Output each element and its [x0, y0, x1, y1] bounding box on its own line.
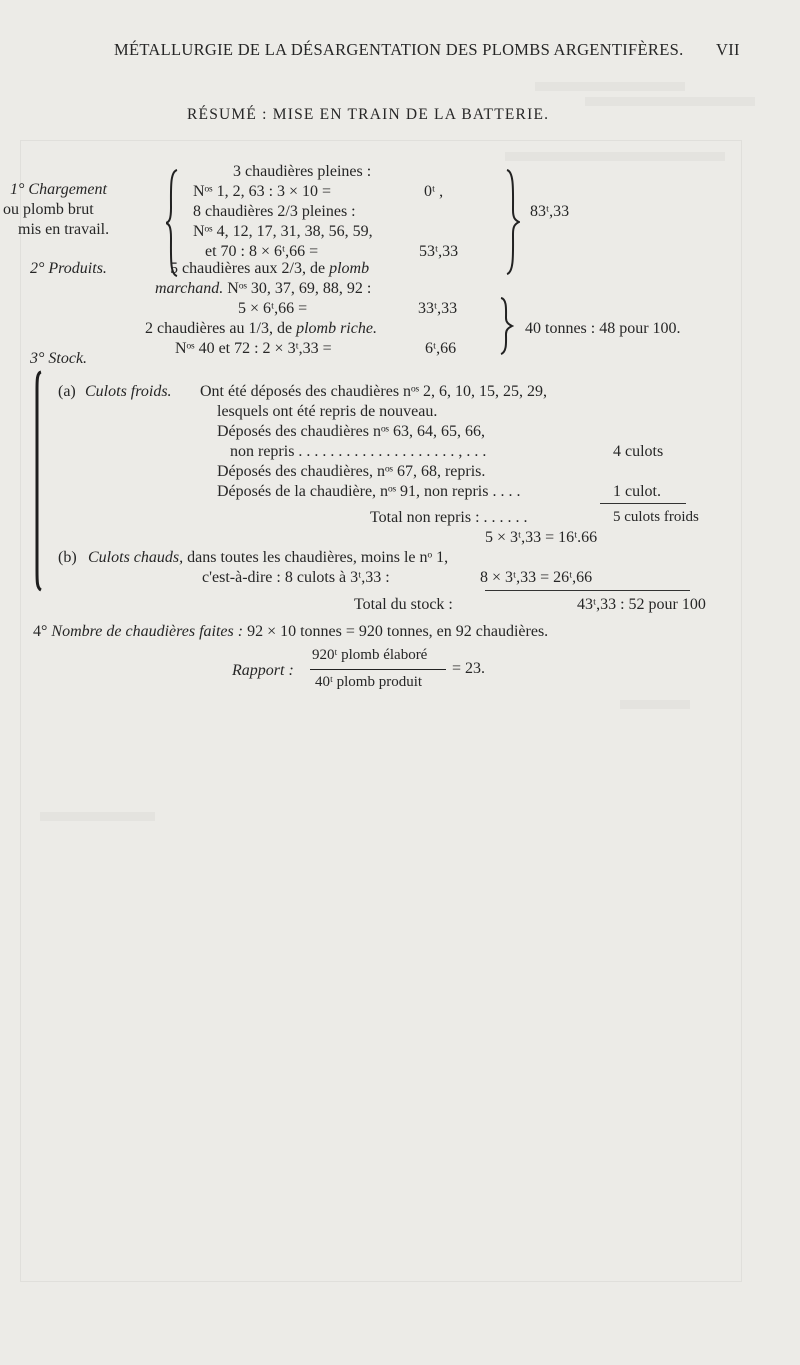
stock-a-title: Culots froids. [85, 383, 172, 400]
produits-line-2-text: Nᵒˢ 30, 37, 69, 88, 92 : [227, 280, 372, 297]
chargement-right-brace [504, 168, 520, 276]
stock-a-rule [600, 503, 686, 504]
stock-a-line-6: Déposés de la chaudière, nᵒˢ 91, non repris . . . . [217, 483, 521, 500]
produits-total: 40 tonnes : 48 pour 100. [525, 320, 681, 337]
show-through-text [40, 812, 155, 821]
stock-b-title: Culots chauds, [88, 549, 184, 566]
chargement-line-1: 3 chaudières pleines : [233, 163, 372, 180]
stock-label: 3° Stock. [30, 350, 88, 367]
produits-right-brace [498, 296, 514, 356]
stock-a-line-7: Total non repris : . . . . . . [370, 509, 528, 526]
produits-line-1-italic: plomb [329, 260, 370, 277]
section-title: RÉSUMÉ : MISE EN TRAIN DE LA BATTERIE. [187, 106, 550, 123]
chargement-line-2: Nᵒˢ 1, 2, 63 : 3 × 10 = [193, 183, 332, 200]
rapport-result: = 23. [452, 660, 486, 677]
produits-line-1-text: 5 chaudières aux 2/3, de [170, 260, 326, 277]
section-4-line [33, 624, 548, 640]
chargement-line-4: Nᵒˢ 4, 12, 17, 31, 38, 56, 59, [193, 223, 373, 240]
stock-a-value-6: 1 culot. [613, 483, 661, 500]
stock-b-line-2: c'est-à-dire : 8 culots à 3ᵗ,33 : [202, 569, 390, 586]
rapport-label: Rapport : [232, 662, 294, 679]
stock-left-bar [32, 370, 46, 592]
produits-line-4-italic: plomb riche. [296, 320, 377, 337]
show-through-table [20, 140, 742, 1282]
produits-label: 2° Produits. [30, 260, 107, 277]
produits-line-2 [155, 281, 371, 297]
produits-line-4-text: 2 chaudières au 1/3, de [145, 320, 293, 337]
stock-a-value-7: 5 culots froids [613, 509, 699, 525]
stock-b-line-1-text: dans toutes les chaudières, moins le nᵒ 1, [187, 549, 449, 566]
show-through-text [535, 82, 685, 91]
stock-b-value-2: 8 × 3ᵗ,33 = 26ᵗ,66 [480, 569, 593, 586]
chargement-label: 1° Chargement [10, 181, 107, 198]
section-4-number: 4° [33, 623, 48, 640]
produits-value-3: 33ᵗ,33 [418, 300, 458, 317]
chargement-total: 83ᵗ,33 [530, 203, 570, 220]
chargement-value-2: 0ᵗ , [424, 183, 444, 200]
produits-line-3: 5 × 6ᵗ,66 = [238, 300, 308, 317]
show-through-text [585, 97, 755, 106]
stock-a-line-3: Déposés des chaudières nᵒˢ 63, 64, 65, 66, [217, 423, 485, 440]
rapport-fraction-bar [310, 669, 446, 670]
stock-total-rule [485, 590, 690, 591]
show-through-text [505, 152, 725, 161]
rapport-denominator: 40ᵗ plomb produit [315, 674, 423, 690]
stock-b-marker: (b) [58, 549, 77, 566]
stock-b-line-1 [88, 550, 448, 566]
rapport-numerator: 920ᵗ plomb élaboré [312, 647, 428, 663]
chargement-line-5: et 70 : 8 × 6ᵗ,66 = [205, 243, 319, 260]
stock-a-line-1: Ont été déposés des chaudières nᵒˢ 2, 6, 10, 15, 25, 29, [200, 383, 548, 400]
section-4-text: 92 × 10 tonnes = 920 tonnes, en 92 chaudières. [247, 623, 549, 640]
stock-total-value: 43ᵗ,33 : 52 pour 100 [577, 596, 706, 613]
produits-value-5: 6ᵗ,66 [425, 340, 457, 357]
section-4-label: Nombre de chaudières faites : [51, 623, 244, 640]
chargement-label-3: mis en travail. [18, 221, 110, 238]
page-number: VII [716, 40, 740, 59]
chargement-value-5: 53ᵗ,33 [419, 243, 459, 260]
stock-a-value-4: 4 culots [613, 443, 664, 460]
produits-line-4 [145, 321, 377, 337]
show-through-text [620, 700, 690, 709]
produits-line-2-italic: marchand. [155, 280, 224, 297]
produits-line-5: Nᵒˢ 40 et 72 : 2 × 3ᵗ,33 = [175, 340, 332, 357]
stock-a-line-4: non repris . . . . . . . . . . . . . . . . . . . . , . . . [230, 443, 487, 460]
chargement-label-2: ou plomb brut [3, 201, 94, 218]
stock-a-line-8: 5 × 3ᵗ,33 = 16ᵗ.66 [485, 529, 598, 546]
stock-a-line-5: Déposés des chaudières, nᵒˢ 67, 68, repris. [217, 463, 486, 480]
chargement-line-3: 8 chaudières 2/3 pleines : [193, 203, 356, 220]
stock-a-marker: (a) [58, 383, 76, 400]
stock-a-line-2: lesquels ont été repris de nouveau. [217, 403, 438, 420]
running-title: MÉTALLURGIE DE LA DÉSARGENTATION DES PLOMBS ARGENTIFÈRES. [114, 40, 684, 59]
produits-line-1 [170, 261, 369, 277]
stock-total-label: Total du stock : [354, 596, 453, 613]
